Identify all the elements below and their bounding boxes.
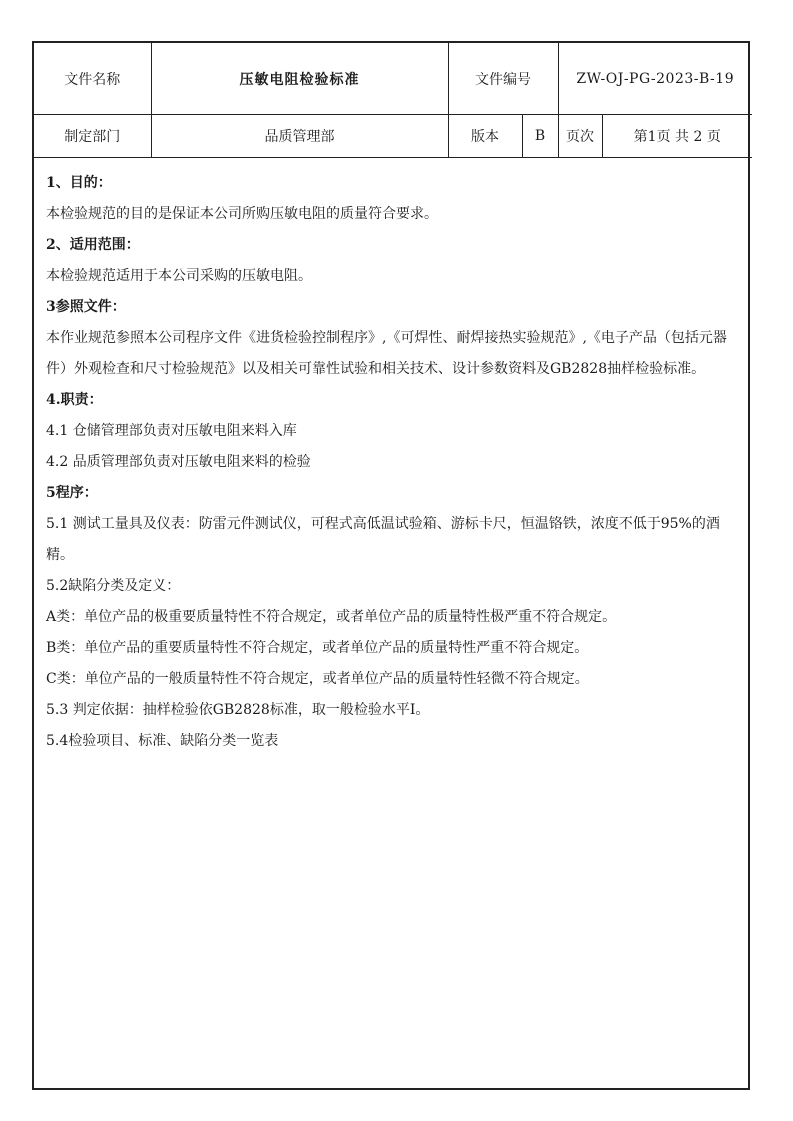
- procedure-item-1: 5.1 测试工量具及仪表：防雷元件测试仪，可程式高低温试验箱、游标卡尺，恒温铬铁，浓度不低于95%的酒精。: [46, 516, 720, 563]
- scope-text: 本检验规范适用于本公司采购的压敏电阻。: [46, 268, 312, 284]
- defect-class-a: A类：单位产品的极重要质量特性不符合规定，或者单位产品的质量特性极严重不符合规定。: [46, 609, 617, 625]
- defect-class-b: B类：单位产品的重要质量特性不符合规定，或者单位产品的质量特性严重不符合规定。: [46, 640, 589, 656]
- document-frame: [32, 41, 750, 1090]
- duty-item-2: 4.2 品质管理部负责对压敏电阻来料的检验: [46, 454, 311, 470]
- purpose-text: 本检验规范的目的是保证本公司所购压敏电阻的质量符合要求。: [46, 206, 438, 222]
- purpose-heading: 1、目的：: [46, 175, 112, 191]
- document-title: 压敏电阻检验标准: [151, 43, 448, 115]
- header-table: [34, 43, 752, 158]
- procedure-heading: 5程序：: [46, 485, 98, 501]
- file-no-label: 文件编号: [448, 43, 558, 115]
- scope-heading: 2、适用范围：: [46, 237, 140, 253]
- defect-class-c: C类：单位产品的一般质量特性不符合规定，或者单位产品的质量特性轻微不符合规定。: [46, 671, 589, 687]
- version-label: 版本: [448, 115, 522, 158]
- procedure-item-2: 5.2缺陷分类及定义：: [46, 578, 181, 594]
- procedure-item-4: 5.4检验项目、标准、缺陷分类一览表: [46, 733, 279, 749]
- procedure-item-3: 5.3 判定依据：抽样检验依GB2828标准，取一般检验水平Ⅰ。: [46, 702, 430, 718]
- reference-heading: 3参照文件：: [46, 299, 126, 315]
- page-value: 第1页 共 2 页: [602, 115, 752, 158]
- duty-heading: 4.职责：: [46, 392, 103, 408]
- file-no-value: ZW-OJ-PG-2023-B-19: [558, 43, 752, 115]
- document-body: [34, 158, 748, 757]
- version-value: B: [522, 115, 558, 158]
- file-name-label: 文件名称: [34, 43, 151, 115]
- duty-item-1: 4.1 仓储管理部负责对压敏电阻来料入库: [46, 423, 297, 439]
- dept-label: 制定部门: [34, 115, 151, 158]
- dept-value: 品质管理部: [151, 115, 448, 158]
- page-label: 页次: [558, 115, 602, 158]
- reference-text: 本作业规范参照本公司程序文件《进货检验控制程序》,《可焊性、耐焊接热实验规范》,《电子产品（包括元器件）外观检查和尺寸检验规范》以及相关可靠性试验和相关技术、设计参数资料及GB2828抽样检验标准。: [46, 330, 727, 377]
